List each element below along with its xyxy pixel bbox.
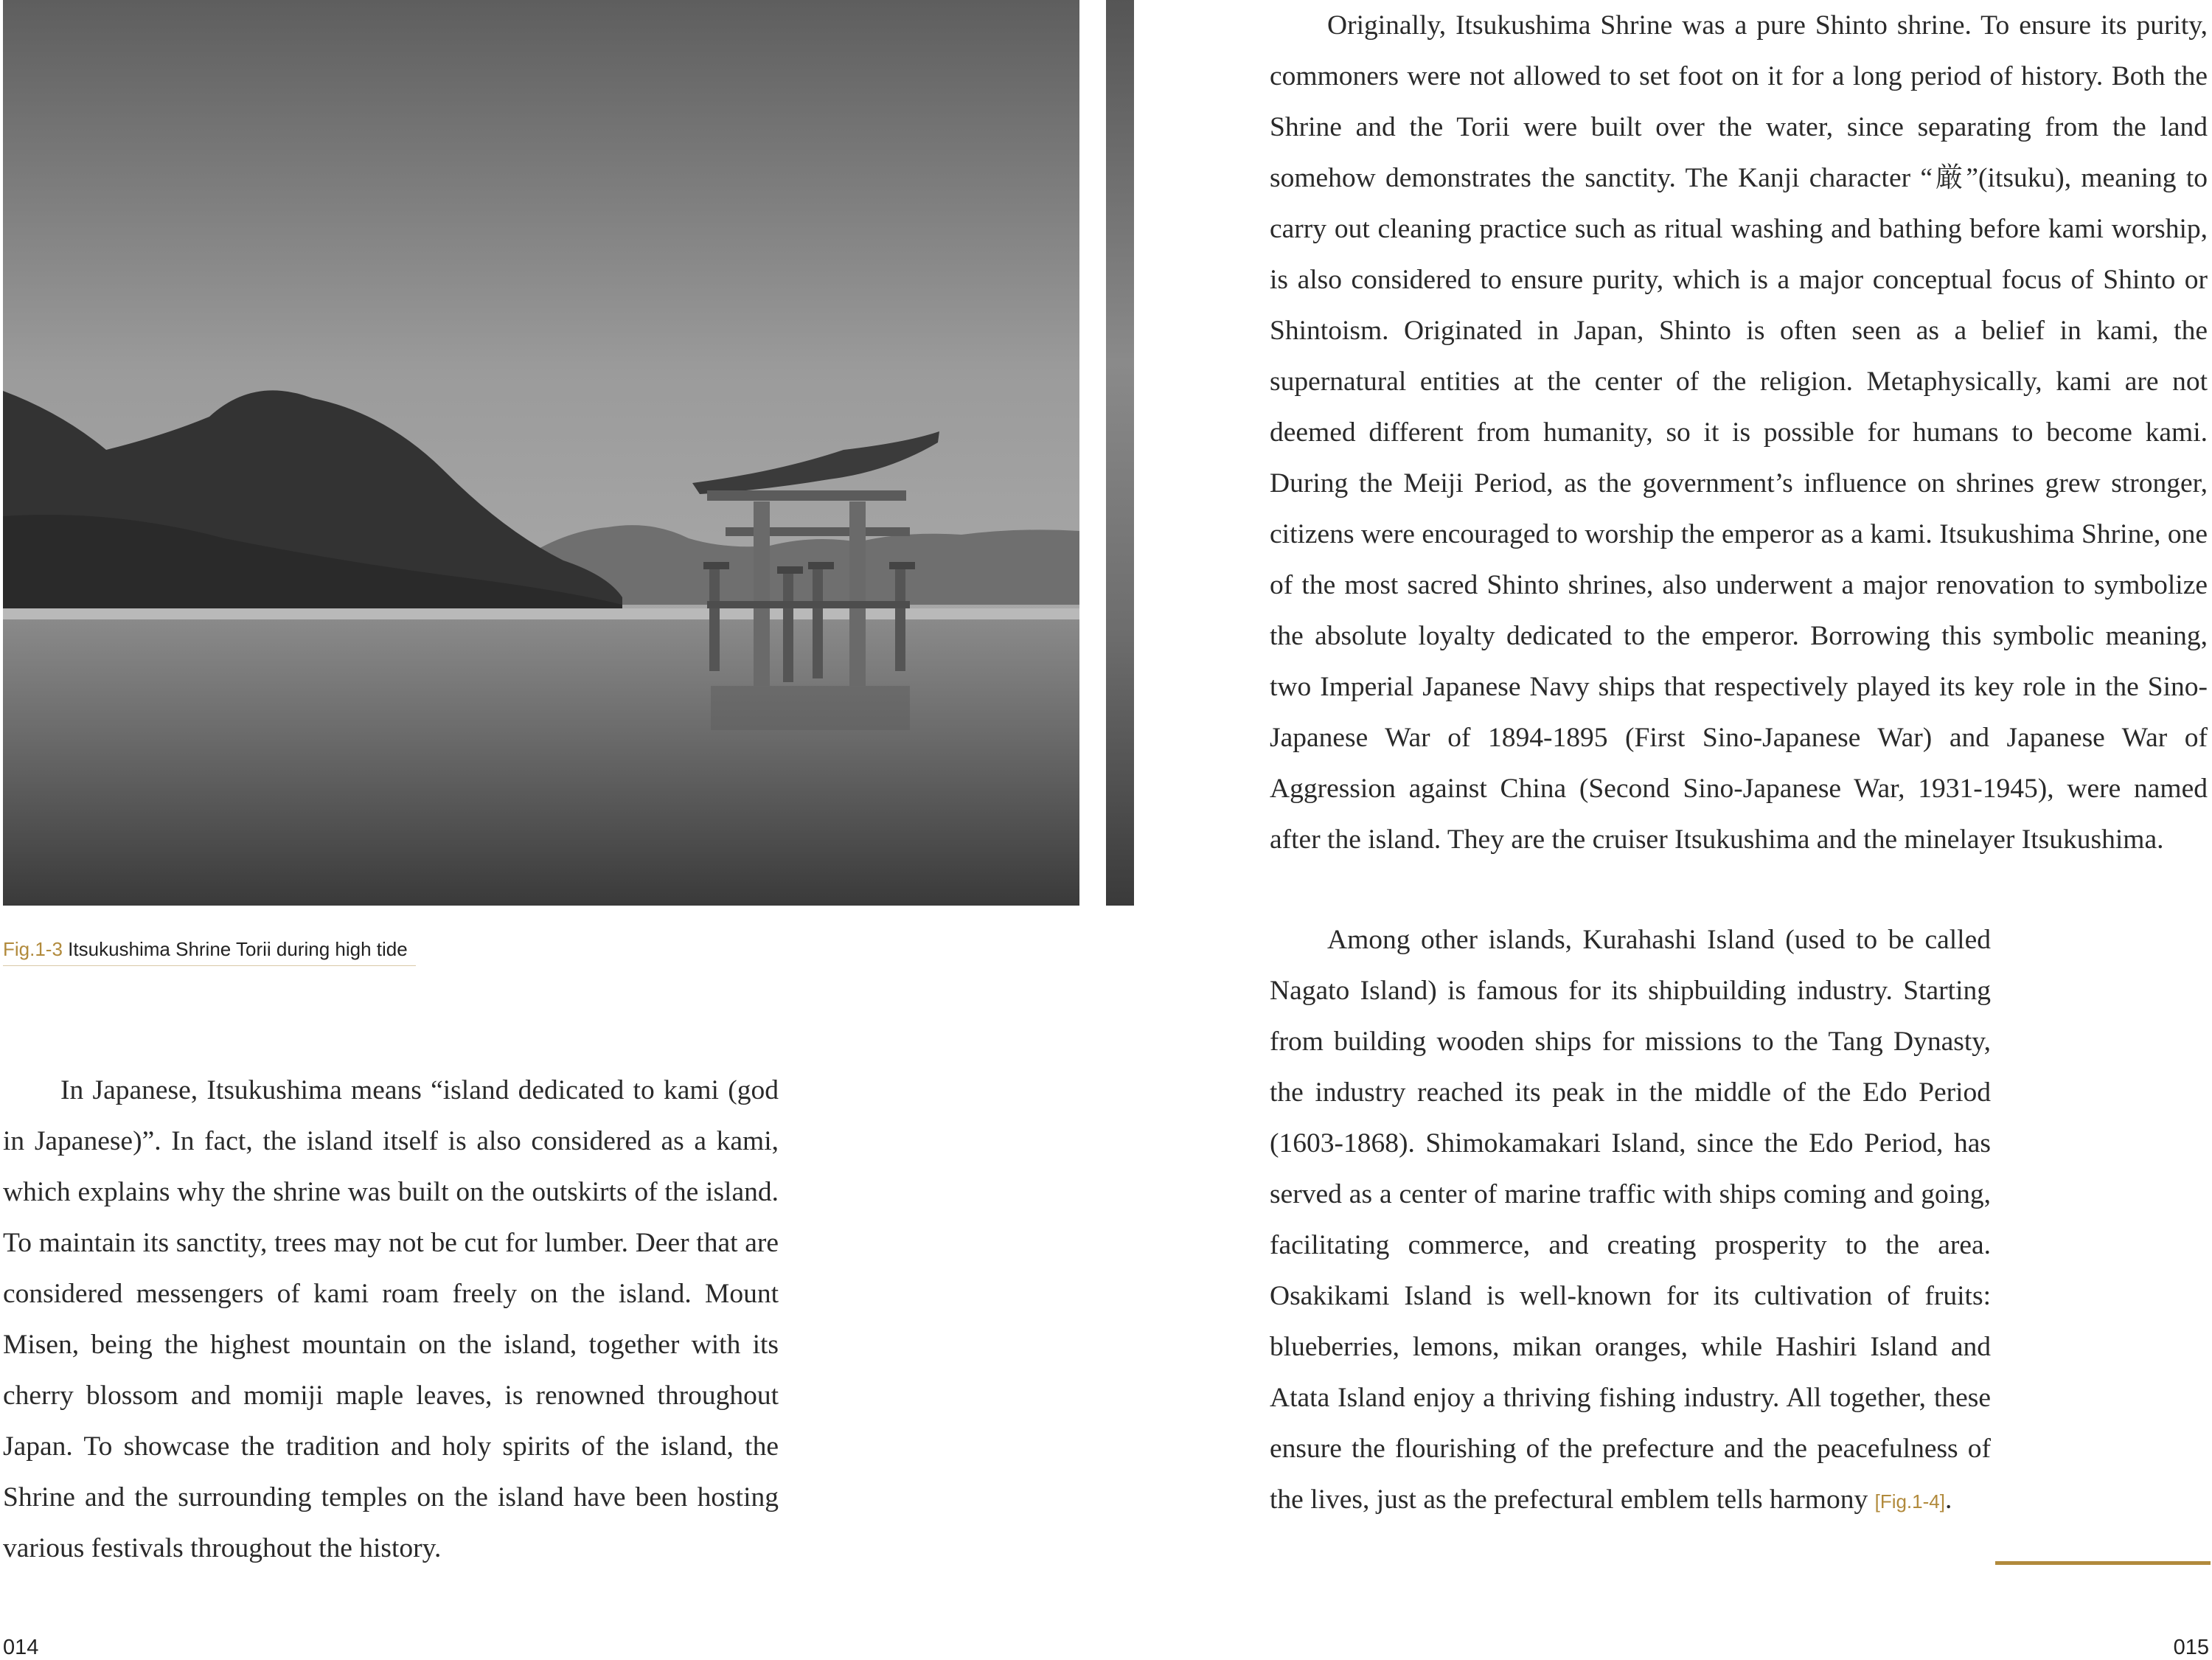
figure-label: Fig.1-3 bbox=[3, 938, 63, 960]
left-paragraph-1: In Japanese, Itsukushima means “island dedicated to kami (god in Japanese)”. In fact, the island itself is also considered as a kami, which explains why the shrine was built on the outskirts of the island. To maintain its sanctity, trees may not be cut for lumber. Deer that are considered messengers of kami roam freely on the island. Mount Misen, being the highest mountain on the island, together with its cherry blossom and momiji maple leaves, is renowned throughout Japan. To showcase the tradition and holy spirits of the island, the Shrine and the surrounding temples on the island have been hosting various festivals throughout the history. bbox=[3, 1075, 779, 1563]
figure-caption-text: Itsukushima Shrine Torii during high tide bbox=[68, 938, 408, 960]
right-paragraph-2-text: Among other islands, Kurahashi Island (used to be called Nagato Island) is famous for its shipbuilding industry. Starting from building wooden ships for missions to the Tang Dynasty, the industry reached its peak in the middle of the Edo Period (1603-1868). Shimokamakari Island, since the Edo Period, has served as a center of marine traffic with ships coming and going, facilitating commerce, and creating prosperity to the area. Osakikami Island is well-known for its cultivation of fruits: blueberries, lemons, mikan oranges, while Hashiri Island and Atata Island enjoy a thriving fishing industry. All together, these ensure the flourishing of the prefecture and the peacefulness of the lives, just as the prefectural emblem tells harmony bbox=[1270, 925, 1991, 1515]
torii-scene bbox=[3, 0, 1079, 906]
right-paragraph-2-end: . bbox=[1944, 1484, 1952, 1515]
left-body-text bbox=[3, 1065, 779, 1574]
gold-divider bbox=[1995, 1561, 2211, 1565]
right-paragraph-2 bbox=[1270, 914, 1991, 1527]
figure-caption bbox=[3, 937, 416, 966]
figure-reference[interactable]: [Fig.1-4] bbox=[1874, 1490, 1945, 1513]
right-body-text-bottom bbox=[1270, 914, 1991, 1527]
right-paragraph-1: Originally, Itsukushima Shrine was a pure Shinto shrine. To ensure its purity, commoners were not allowed to set foot on it for a long period of history. Both the Shrine and the Torii were built over the water, since separating from the land somehow demonstrates the sanctity. The Kanji character “厳”(itsuku), meaning to carry out cleaning practice such as ritual washing and bathing before kami worship, is also considered to ensure purity, which is a major conceptual focus of Shinto or Shintoism. Originated in Japan, Shinto is often seen as a belief in kami, the supernatural entities at the center of the religion. Metaphysically, kami are not deemed different from humanity, so it is possible for humans to become kami. During the Meiji Period, as the government’s influence on shrines grew stronger, citizens were encouraged to worship the emperor as a kami. Itsukushima Shrine, one of the most sacred Shinto shrines, also underwent a major renovation to symbolize the absolute loyalty dedicated to the emperor. Borrowing this symbolic meaning, two Imperial Japanese Navy ships that respectively played its key role in the Sino-Japanese War of 1894-1895 (First Sino-Japanese War) and Japanese War of Aggression against China (Second Sino-Japanese War, 1931-1945), were named after the island. They are the cruiser Itsukushima and the minelayer Itsukushima. bbox=[1270, 10, 2208, 855]
page-number-right: 015 bbox=[2173, 1636, 2209, 1659]
adjacent-photo-strip bbox=[1106, 0, 1134, 906]
torii-photograph bbox=[3, 0, 1079, 906]
page-number-left: 014 bbox=[3, 1636, 39, 1659]
right-body-text-top bbox=[1270, 0, 2208, 865]
